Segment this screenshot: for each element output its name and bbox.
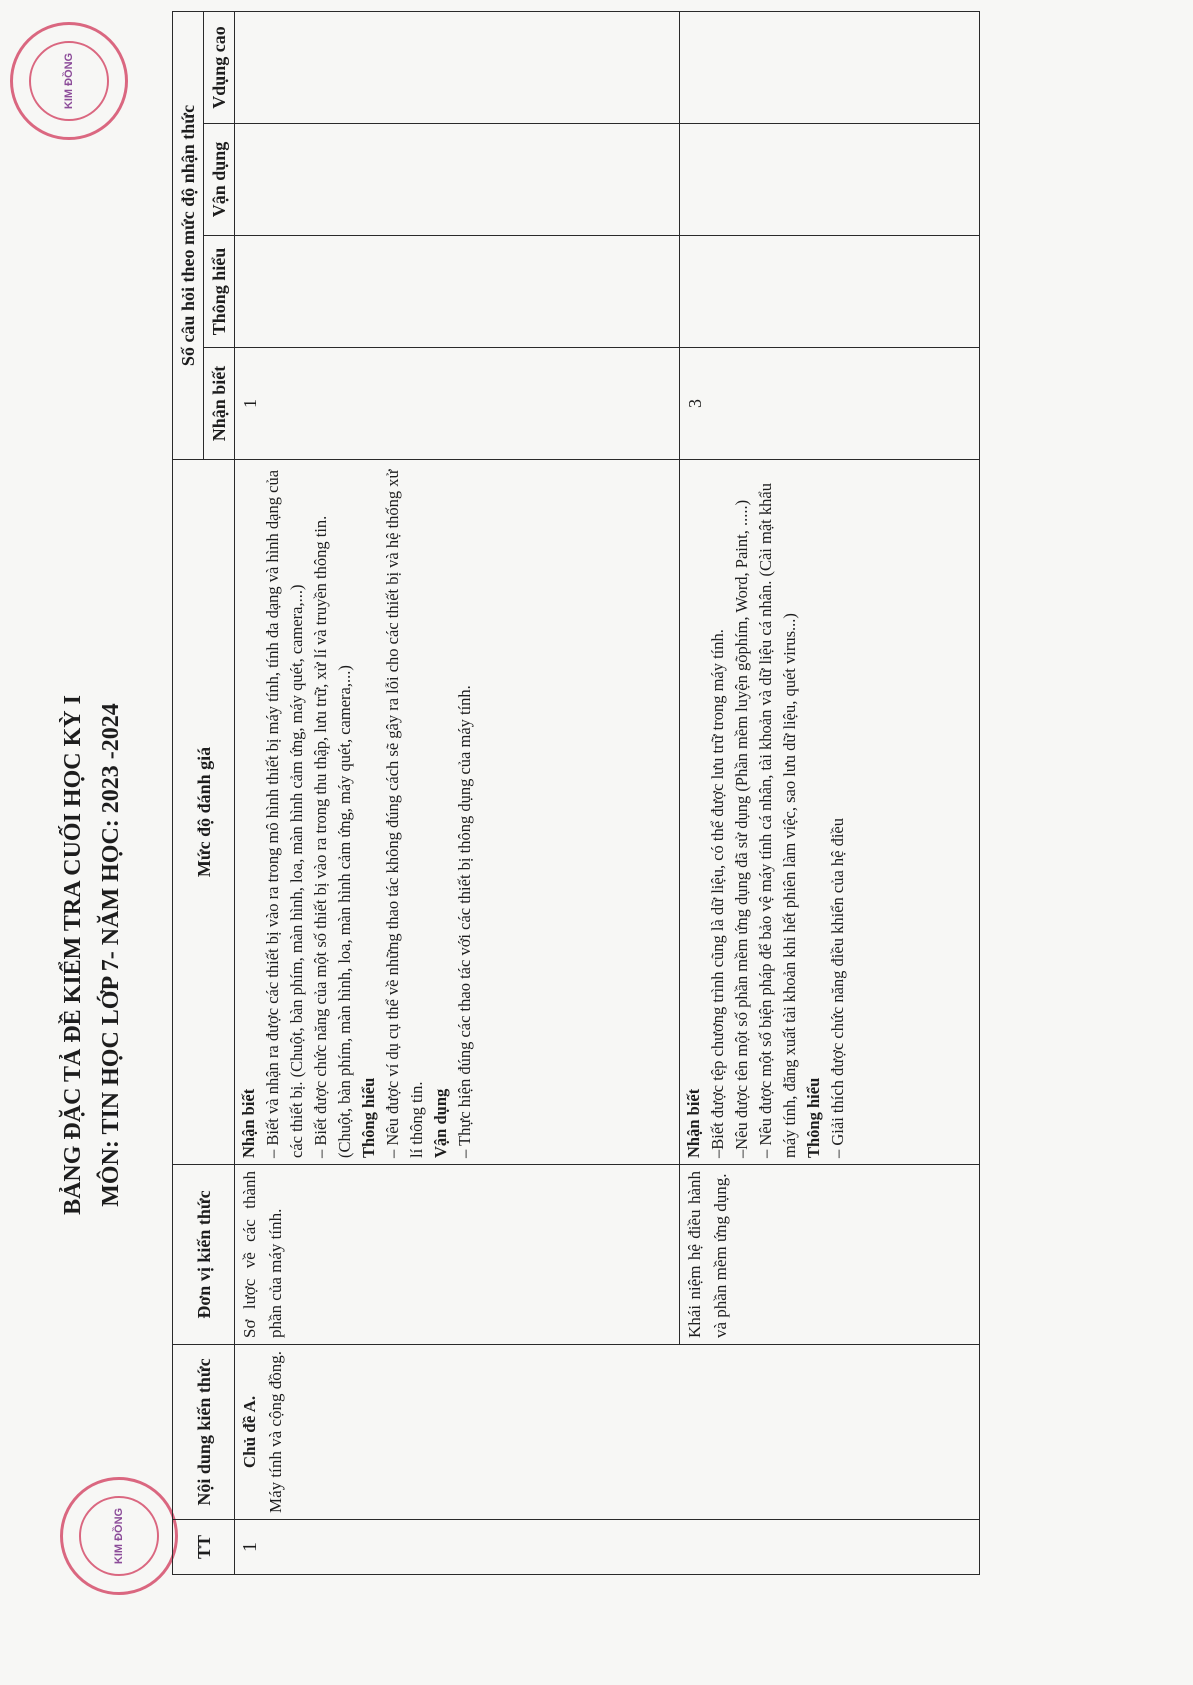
header-don-vi: Đơn vị kiến thức xyxy=(173,1165,235,1345)
header-nhan-biet: Nhận biết xyxy=(204,348,235,460)
count-thong-hieu xyxy=(680,236,980,348)
count-van-dung xyxy=(235,124,680,236)
unit-cell xyxy=(235,1165,680,1345)
header-van-dung: Vận dụng xyxy=(204,124,235,236)
count-thong-hieu xyxy=(235,236,680,348)
unit-text: Khái niệm hệ điều hành và phần mềm ứng dụng. xyxy=(685,1171,730,1338)
criterion-item: – Thực hiện đúng các thao tác với các thiết bị thông dụng của máy tính. xyxy=(455,685,474,1158)
header-so-cau: Số câu hỏi theo mức độ nhận thức xyxy=(173,11,204,459)
topic-title: Chủ đề A. xyxy=(240,1395,259,1469)
level-heading: Vận dụng xyxy=(431,1088,450,1158)
level-heading: Thông hiểu xyxy=(804,1077,823,1158)
count-nhan-biet: 1 xyxy=(235,348,680,460)
assessment-cell xyxy=(680,460,980,1165)
criterion-item: –Nêu được tên một số phần mềm ứng dụng đã sử dụng (Phần mềm luyện gõphím, Word, Paint, .....) xyxy=(732,499,751,1158)
criterion-item: – Nêu được ví dụ cụ thể về những thao tác không đúng cách sẽ gây ra lỗi cho các thiết bị và hệ thống xử lí thông tin. xyxy=(383,469,426,1158)
criterion-item: – Nêu được một số biện pháp để bảo vệ máy tính cá nhân, tài khoản và dữ liệu cá nhân. (Cài mật khẩu máy tính, đăng xuất tài khoản khi hết phiên làm việc, sao lưu dữ liệu, quét virus...) xyxy=(756,483,799,1158)
stamp-name: KIM ĐỒNG xyxy=(63,52,75,110)
table-row xyxy=(235,11,680,1574)
topic-subtitle: Máy tính và cộng đồng. xyxy=(266,1351,285,1513)
count-nhan-biet: 3 xyxy=(680,348,980,460)
header-van-dung-cao: Vdụng cao xyxy=(204,11,235,123)
unit-text: Sơ lược về các thành phần của máy tính. xyxy=(240,1171,285,1338)
title-line-2: MÔN: TIN HỌC LỚP 7- NĂM HỌC: 2023 -2024 xyxy=(98,703,124,1207)
level-heading: Thông hiểu xyxy=(359,1077,378,1158)
count-van-dung xyxy=(680,124,980,236)
assessment-cell xyxy=(235,460,680,1165)
header-tt: TT xyxy=(173,1520,235,1575)
criterion-item: – Biết được chức năng của một số thiết bị vào ra trong thu thập, lưu trữ, xử lí và truyền thông tin. (Chuột, bàn phím, màn hình, loa, màn hình cảm ứng, máy quét, camera,...) xyxy=(311,515,354,1158)
count-van-dung-cao xyxy=(235,11,680,123)
level-heading: Nhận biết xyxy=(239,1088,258,1158)
school-seal-stamp xyxy=(60,1477,178,1595)
criterion-item: –Biết được tệp chương trình cũng là dữ liệu, có thể được lưu trữ trong máy tính. xyxy=(708,629,727,1158)
header-noi-dung: Nội dung kiến thức xyxy=(173,1345,235,1520)
topic-cell xyxy=(235,1345,980,1520)
unit-cell xyxy=(680,1165,980,1345)
title-line-1: BẢNG ĐẶC TẢ ĐỀ KIỂM TRA CUỐI HỌC KỲ I xyxy=(60,695,86,1215)
level-heading: Nhận biết xyxy=(684,1088,703,1158)
page-title xyxy=(54,475,130,1435)
header-thong-hieu: Thông hiểu xyxy=(204,236,235,348)
table-row xyxy=(680,11,980,1574)
row-number: 1 xyxy=(235,1520,980,1575)
count-van-dung-cao xyxy=(680,11,980,123)
school-seal-stamp xyxy=(10,22,128,140)
header-muc-do: Mức độ đánh giá xyxy=(173,460,235,1165)
specification-table xyxy=(172,11,980,1575)
stamp-name: KIM ĐỒNG xyxy=(113,1507,125,1565)
criterion-item: – Giải thích được chức năng điều khiển của hệ điều xyxy=(828,818,847,1158)
criterion-item: – Biết và nhận ra được các thiết bị vào ra trong mô hình thiết bị máy tính, tính đa dạng và hình dạng của các thiết bị. (Chuột, bàn phím, màn hình, loa, màn hình cảm ứng, máy quét, camera,...) xyxy=(263,469,306,1158)
